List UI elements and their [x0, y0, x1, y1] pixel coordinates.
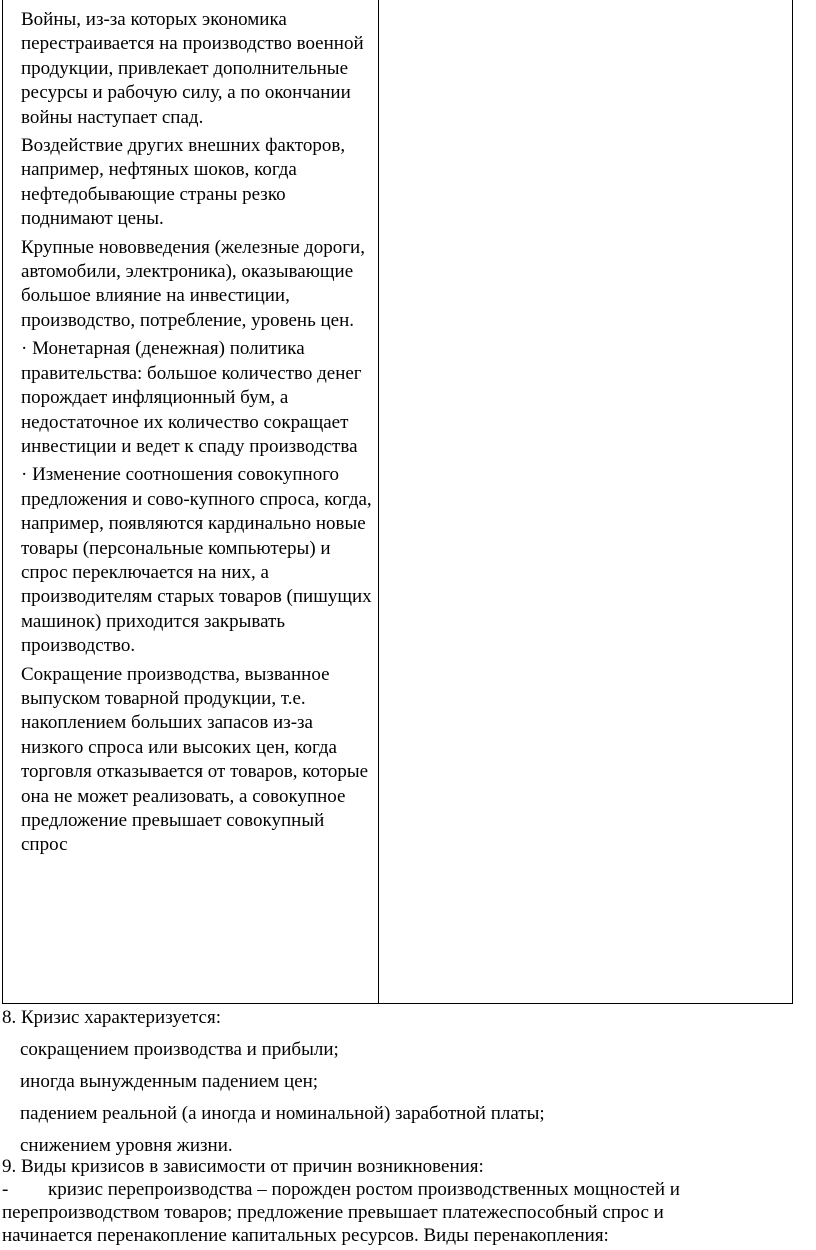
section-9-heading: 9. Виды кризисов в зависимости от причин возникновения:	[2, 1156, 484, 1177]
section-8-heading: 8. Кризис характеризуется:	[2, 1007, 221, 1028]
section-8-item: снижением уровня жизни.	[20, 1135, 233, 1156]
cell-paragraph-monetary-policy: · Монетарная (денежная) политика правительства: большое количество денег порождает инфляционный бум, а недостаточное их количество сокращает инвестиции и ведет к спаду производства	[21, 338, 362, 457]
section-8-item: иногда вынужденным падением цен;	[20, 1071, 319, 1092]
section-9-item-text: кризис перепроизводства – порожден ростом производственных мощностей и	[48, 1179, 680, 1200]
section-8-item: падением реальной (а иногда и номинальной) заработной платы;	[20, 1103, 545, 1124]
cell-paragraph-supply-demand: · Изменение соотношения совокупного предложения и сово-купного спроса, когда, например, появляются кардинально новые товары (персональные компьютеры) и спрос переключается на них, а производителям старых товаров (пишущих машинок) приходится закрывать производство.	[21, 464, 372, 657]
cell-paragraph-wars: Войны, из-за которых экономика перестраивается на производство военной продукции, привлекает дополнительные ресурсы и рабочую силу, а по окончании войны наступает спад.	[21, 9, 364, 128]
section-9-item-continuation: начинается перенакопление капитальных ресурсов. Виды перенакопления:	[2, 1225, 609, 1246]
table-right-cell	[380, 0, 792, 1003]
table-left-cell	[21, 8, 373, 862]
section-8-item: сокращением производства и прибыли;	[20, 1039, 339, 1060]
cell-paragraph-innovations: Крупные нововведения (железные дороги, автомобили, электроника), оказывающие большое влияние на инвестиции, производство, потребление, уровень цен.	[21, 236, 365, 331]
dash-marker: -	[2, 1179, 9, 1200]
causes-table	[2, 0, 793, 1004]
section-9-item-continuation: перепроизводством товаров; предложение превышает платежеспособный спрос и	[2, 1202, 664, 1223]
cell-paragraph-external-factors: Воздействие других внешних факторов, например, нефтяных шоков, когда нефтедобывающие страны резко поднимают цены.	[21, 135, 346, 230]
table-column-divider	[378, 0, 379, 1003]
cell-paragraph-production-cut: Сокращение производства, вызванное выпуском товарной продукции, т.е. накоплением больших запасов из-за низкого спроса или высоких цен, когда торговля отказывается от товаров, которые она не может реализовать, а совокупное предложение превышает совокупный спрос	[21, 663, 369, 856]
